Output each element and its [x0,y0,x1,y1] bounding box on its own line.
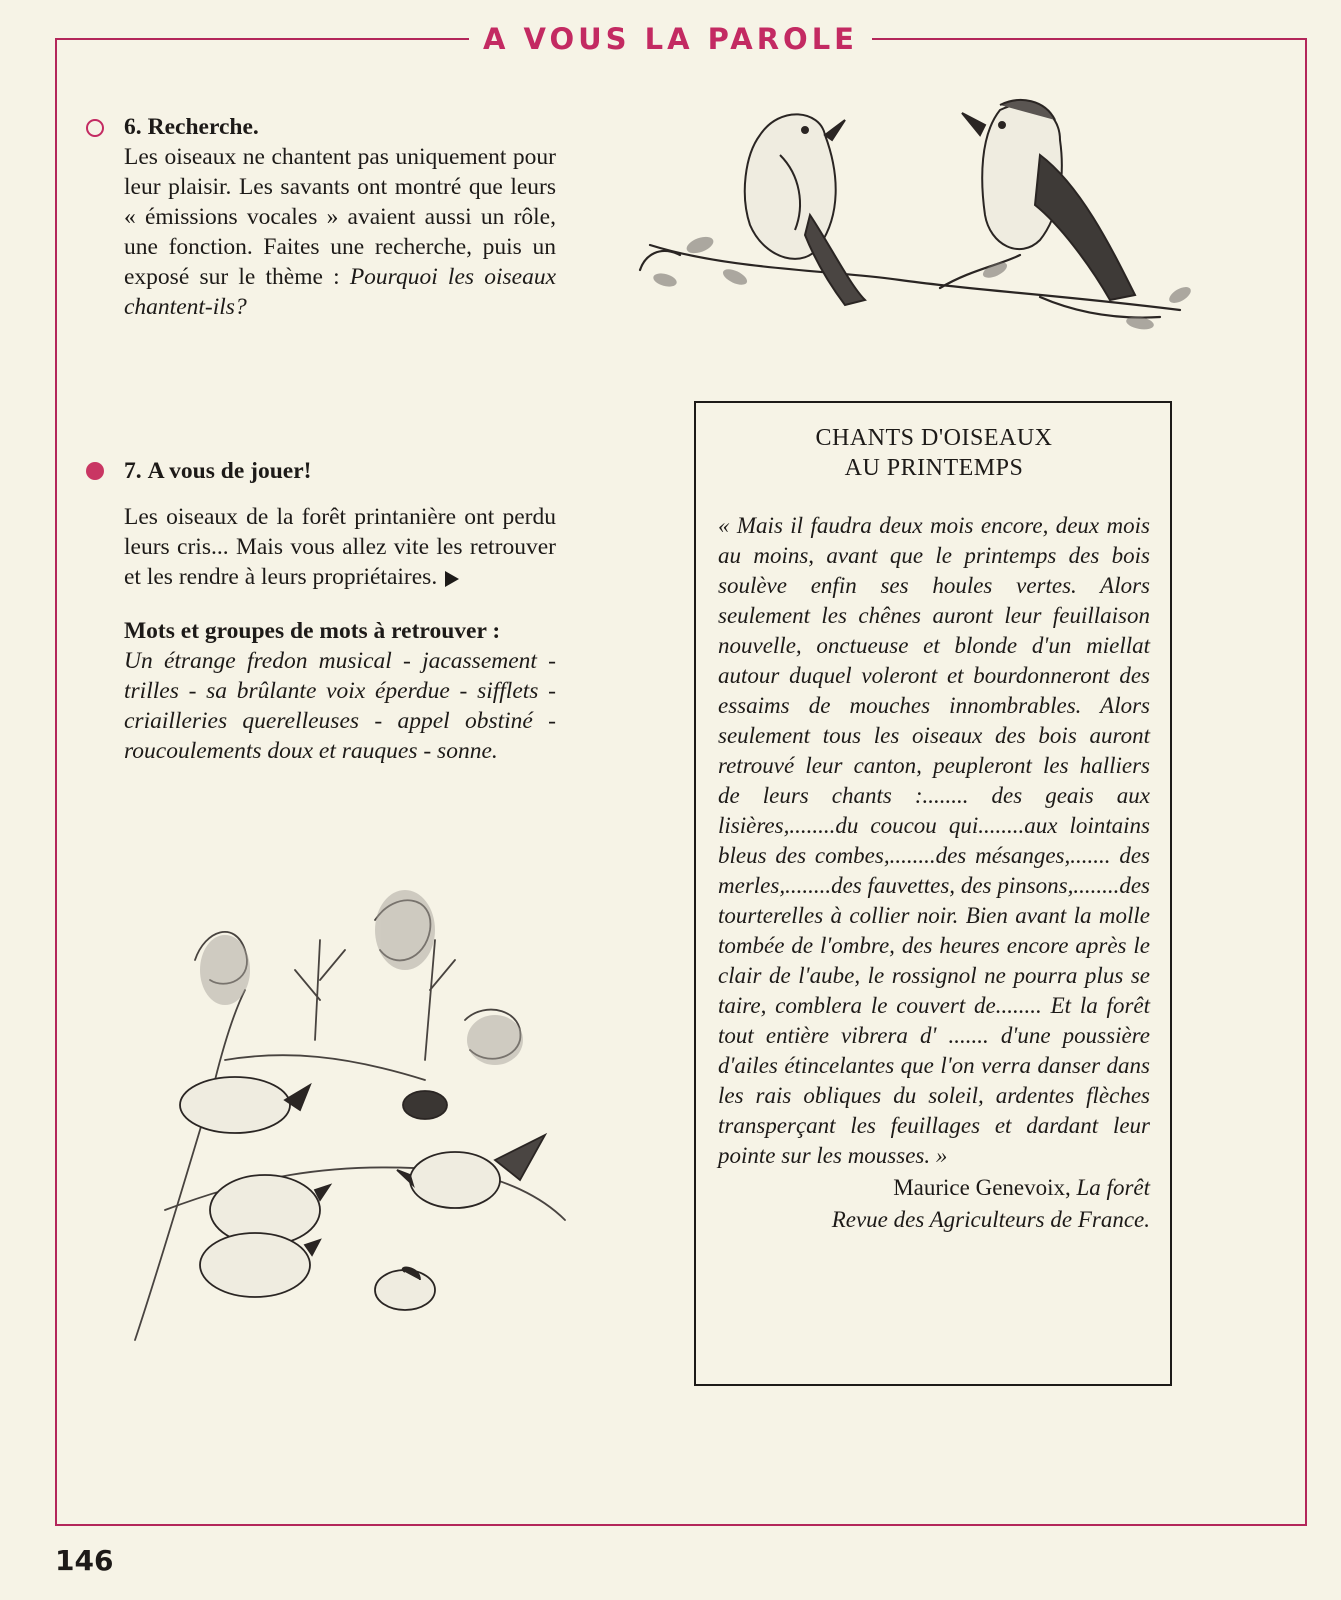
section-6-body [124,142,556,322]
birds-on-branch-illustration [640,95,1220,335]
arrow-right-icon [445,571,459,587]
forest-birds-illustration [125,880,575,1350]
poem-source: Revue des Agriculteurs de France. [831,1207,1150,1232]
section-6-theme: Pourquoi les oiseaux chantent-ils? [124,264,556,320]
section-7-body [124,502,556,592]
filled-circle-bullet-icon [86,462,104,480]
section-7-title: A vous de jouer! [147,458,312,484]
words-title: Mots et groupes de mots à retrouver : [124,618,501,644]
words-list: Un étrange fredon musical - jacassement - trilles - sa brûlante voix éperdue - sifflets - criailleries querelleuses - appel obstiné - roucoulements doux et rauques - sonne. [124,648,556,764]
poem-title-line-2: AU PRINTEMPS [844,455,1024,481]
page-header [0,22,1341,56]
poem-work: La forêt [1076,1175,1150,1200]
header-title: A VOUS LA PAROLE [469,22,872,56]
section-7-heading [124,456,556,486]
section-6-text: Les oiseaux ne chantent pas uniquement pour leur plaisir. Les savants ont montré que leurs « émissions vocales » avaient aussi un rôle, une fonction. Faites une recherche, puis un exposé sur le thème : [124,144,556,290]
section-6-heading [124,112,556,142]
poem-box [694,401,1172,1386]
section-6-title: Recherche. [147,114,259,140]
section-7-text: Les oiseaux de la forêt printanière ont perdu leurs cris... Mais vous allez vite les retrouver et les rendre à leurs propriétaires. [124,504,556,590]
section-7 [124,456,556,766]
section-6-number: 6. [124,114,142,140]
poem-title-line-1: CHANTS D'OISEAUX [815,425,1053,451]
poem-author: Maurice Genevoix, [893,1175,1077,1200]
poem-text: « Mais il faudra deux mois encore, deux mois au moins, avant que le printemps des bois soulève enfin ses houles vertes. Alors seulement les chênes auront leur feuillaison nouvelle, onctueuse et blonde d'un miellat autour duquel voleront et bourdonneront des essaims de mouches innombrables. Alors seulement tous les oiseaux des bois auront retrouvé leur canton, peupleront les halliers de leurs chants :........ des geais aux lisières,........du coucou qui........aux lointains bleus des combes,........des mésanges,....... des merles,........des fauvettes, des pinsons,........des tourterelles à collier noir. Bien avant la molle tombée de l'ombre, des heures encore après le clair de l'aube, le rossignol ne pourra plus se taire, comblera le couvert de........ Et la forêt tout entière vibrera d' ....... d'une poussière d'ailes étincelantes que l'on verra danser dans les rais obliques du soleil, ardentes flèches transperçant les feuillages et dardant leur pointe sur les mousses. » [718,513,1150,1168]
section-6 [124,112,556,322]
section-7-number: 7. [124,458,142,484]
page-number: 146 [55,1544,114,1577]
open-circle-bullet-icon [86,119,104,137]
poem-attribution [718,1173,1150,1203]
poem-title [718,423,1150,483]
